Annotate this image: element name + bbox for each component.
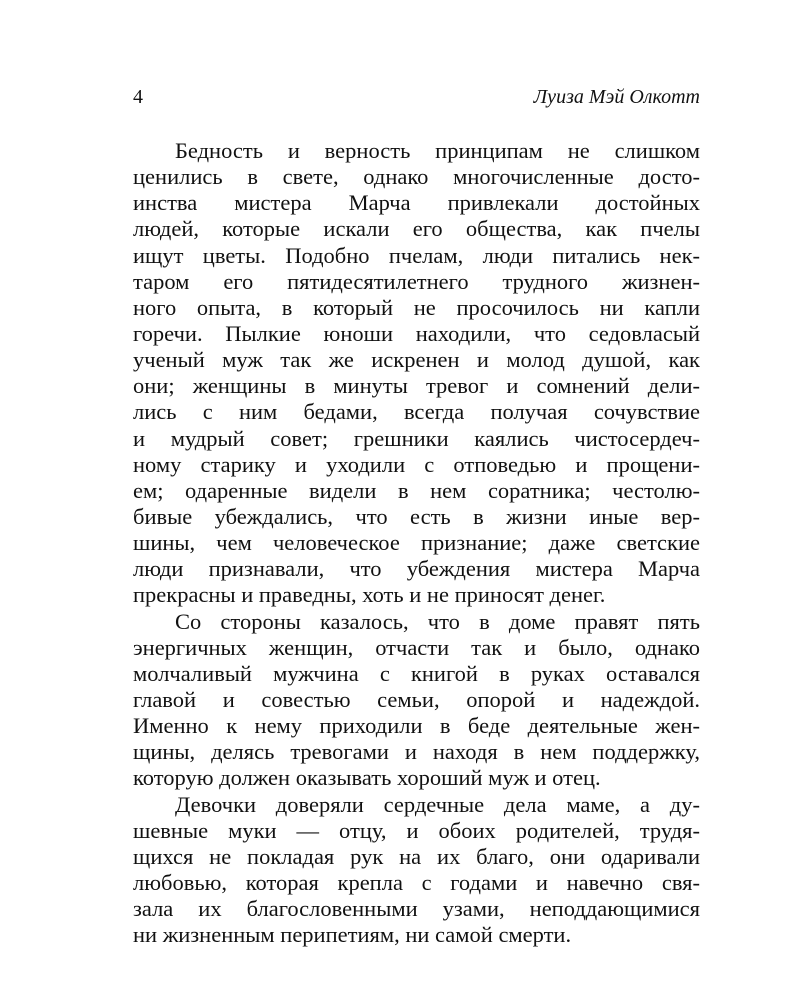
- text-line: ученый муж так же искренен и молод душой, как: [133, 347, 700, 373]
- body-text: [133, 138, 700, 948]
- text-line: инства мистера Марча привлекали достойных: [133, 190, 700, 216]
- text-line: Со стороны казалось, что в доме правят пять: [175, 608, 700, 634]
- text-line: зала их благословенными узами, неподдающимися: [133, 896, 700, 922]
- text-line: бивые убеждались, что есть в жизни иные вер-: [133, 503, 700, 529]
- text-line: ного опыта, в который не просочилось ни капли: [133, 294, 700, 320]
- text-line: любовью, которая крепла с годами и навечно свя-: [133, 869, 700, 895]
- text-line: шевные муки — отцу, и обоих родителей, трудя-: [133, 817, 700, 843]
- text-line: Бедность и верность принципам не слишком: [175, 138, 700, 163]
- text-line: они; женщины в минуты тревог и сомнений дели-: [133, 373, 700, 399]
- text-line: ни жизненным перипетиям, ни самой смерти.: [133, 922, 572, 948]
- text-line: главой и совестью семьи, опорой и надеждой.: [133, 686, 700, 712]
- text-line: лись с ним бедами, всегда получая сочувствие: [133, 399, 700, 425]
- text-line: которую должен оказывать хороший муж и отец.: [133, 765, 601, 791]
- text-line: Девочки доверяли сердечные дела маме, а ду-: [175, 791, 700, 817]
- text-line: энергичных женщин, отчасти так и было, однако: [133, 634, 700, 660]
- text-line: горечи. Пылкие юноши находили, что седовласый: [133, 320, 700, 346]
- text-line: молчаливый мужчина с книгой в руках оставался: [133, 660, 700, 686]
- text-line: и мудрый совет; грешники каялись чистосердеч-: [133, 425, 700, 451]
- text-line: шины, чем человеческое признание; даже светские: [133, 530, 700, 556]
- text-line: ищут цветы. Подобно пчелам, люди питались нек-: [133, 242, 700, 268]
- text-line: таром его пятидесятилетнего трудного жизнен-: [133, 268, 700, 294]
- text-line: щихся не покладая рук на их благо, они одаривали: [133, 843, 700, 869]
- page-number: 4: [133, 86, 143, 108]
- text-line: Именно к нему приходили в беде деятельные жен-: [133, 713, 700, 739]
- text-line: ем; одаренные видели в нем соратника; честолю-: [133, 477, 700, 503]
- text-line: щины, делясь тревогами и находя в нем поддержку,: [133, 739, 700, 765]
- book-author: Луиза Мэй Олкотт: [533, 86, 700, 108]
- text-line: люди признавали, что убеждения мистера Марча: [133, 556, 700, 582]
- text-line: прекрасны и праведны, хоть и не приносят денег.: [133, 582, 606, 608]
- text-line: людей, которые искали его общества, как пчелы: [133, 216, 700, 242]
- text-line: ценились в свете, однако многочисленные досто-: [133, 164, 700, 190]
- running-head: [133, 82, 700, 112]
- text-line: ному старику и уходили с отповедью и прощени-: [133, 451, 700, 477]
